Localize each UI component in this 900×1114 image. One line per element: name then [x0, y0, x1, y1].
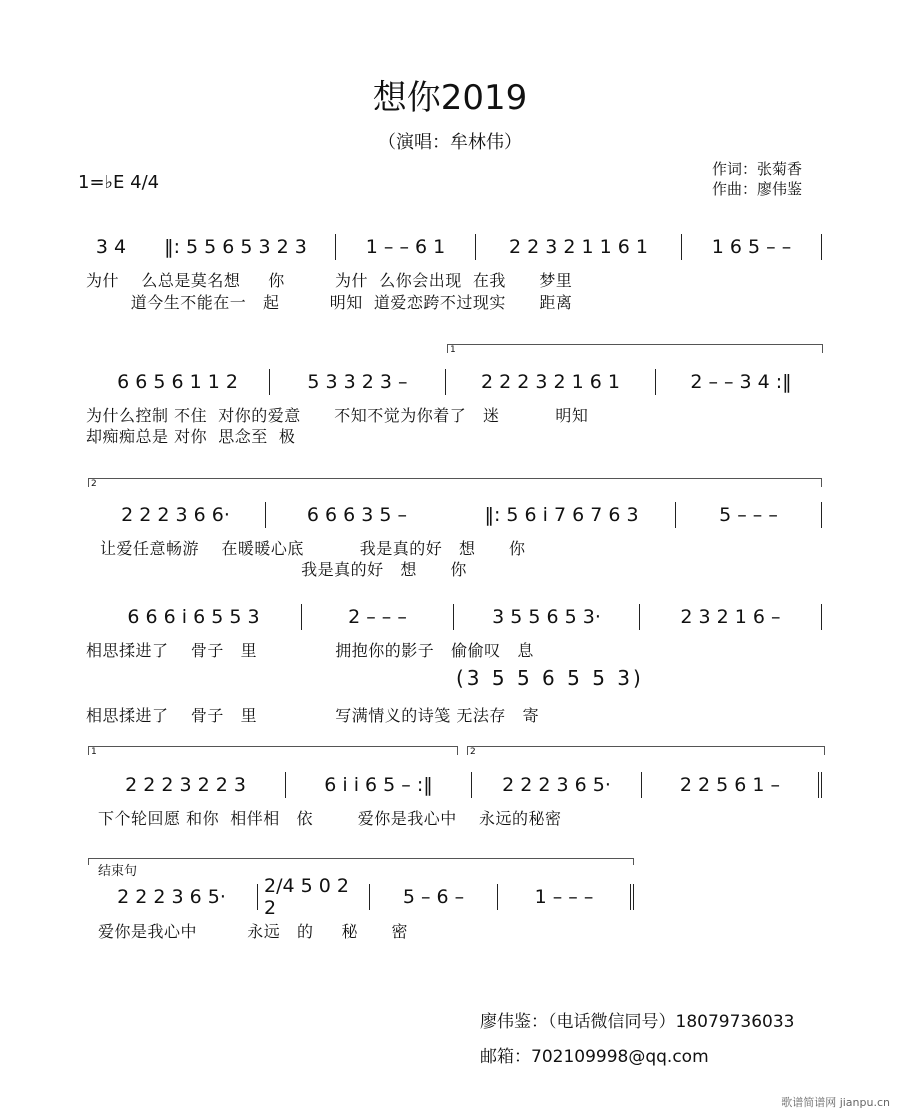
lyric-line: 让爱任意畅游 在暖暖心底 我是真的好 想 你 [100, 539, 526, 558]
alt-notation: (3 5 5 6 5 5 3) [456, 666, 644, 690]
lyric-line: 为什 么总是莫名想 你 为什 么你会出现 在我 梦里 [86, 271, 573, 290]
measure: 2 – – – [302, 604, 454, 630]
measure: 2 2 3 2 1 1 6 1 [476, 234, 682, 260]
lyricist: 作词：张菊香 [712, 160, 803, 178]
singer: （演唱：牟林伟） [378, 132, 522, 153]
measure: 6 6 6 3 5 – [306, 504, 408, 526]
measure: 2/4 5 0 2 2 [258, 884, 370, 910]
measure: 1 – – – [498, 884, 634, 910]
notation-line [86, 772, 822, 798]
measure: ‖: 5 6 i 7 6 7 6 3 [448, 502, 676, 528]
measure: 3 4 [95, 236, 127, 258]
measure: 6 6 6 i 6 5 5 3 [86, 604, 302, 630]
lyric-line: 我是真的好 想 你 [100, 560, 467, 579]
measure: 1 6 5 – – [682, 234, 822, 260]
lyric-line: 爱你是我心中 永远 的 秘 密 [98, 922, 408, 941]
notation-line [86, 234, 822, 260]
volta-bracket: 1 [447, 344, 823, 353]
watermark: 歌谱简谱网 jianpu.cn [781, 1096, 890, 1109]
measure: 3 5 5 6 5 3· [454, 604, 640, 630]
measure: 6 i i 6 5 – :‖ [286, 772, 472, 798]
measure: 2 2 5 6 1 – [642, 772, 822, 798]
song-title: 想你2019 [372, 78, 528, 118]
lyric-line: 道今生不能在一 起 明知 道爱恋跨不过现实 距离 [86, 293, 573, 312]
measure: 5 – – – [676, 502, 822, 528]
notation-line [86, 875, 634, 919]
measure: 2 – – 3 4 :‖ [690, 371, 792, 393]
measure: 2 2 2 3 6 6· [86, 502, 266, 528]
measure: 2 2 2 3 2 1 6 1 [446, 369, 656, 395]
measure: 2 2 2 3 6 5· [86, 884, 258, 910]
lyric-line: 却痴痴总是 对你 思念至 极 [86, 427, 296, 446]
measure: 2 3 2 1 6 – [640, 604, 822, 630]
lyric-line: 相思揉进了 骨子 里 写满情义的诗笺 无法存 寄 [86, 706, 540, 725]
volta-bracket: 2 [467, 746, 825, 755]
measure: 5 – 6 – [370, 884, 498, 910]
coda-bracket [88, 858, 634, 865]
measure: 2 2 2 3 6 5· [472, 772, 642, 798]
notation-line [86, 502, 822, 528]
volta-bracket: 1 [88, 746, 458, 755]
ending-label: 结束句 [98, 864, 138, 879]
composer: 作曲：廖伟鉴 [712, 180, 803, 198]
lyric-line: 为什么控制 不住 对你的爱意 不知不觉为你着了 迷 明知 [86, 406, 589, 425]
measure: 1 – – 6 1 [336, 234, 476, 260]
contact-phone: 廖伟鉴：（电话微信同号）18079736033 [480, 1012, 795, 1032]
lyric-line: 相思揉进了 骨子 里 拥抱你的影子 偷偷叹 息 [86, 641, 534, 660]
measure: ‖: 5 5 6 5 3 2 3 [136, 234, 336, 260]
volta-bracket: 2 [88, 478, 822, 487]
contact-email: 邮箱：702109998@qq.com [480, 1047, 709, 1067]
measure: 5 3 3 2 3 – [270, 369, 446, 395]
lyric-line: 下个轮回愿 和你 相伴相 依 爱你是我心中 永远的秘密 [98, 809, 562, 828]
measure: 2 2 2 3 2 2 3 [86, 772, 286, 798]
notation-line [86, 604, 822, 630]
key-signature: 1=♭E 4/4 [78, 172, 160, 193]
measure: 6 6 5 6 1 1 2 [86, 369, 270, 395]
notation-line [86, 369, 826, 395]
